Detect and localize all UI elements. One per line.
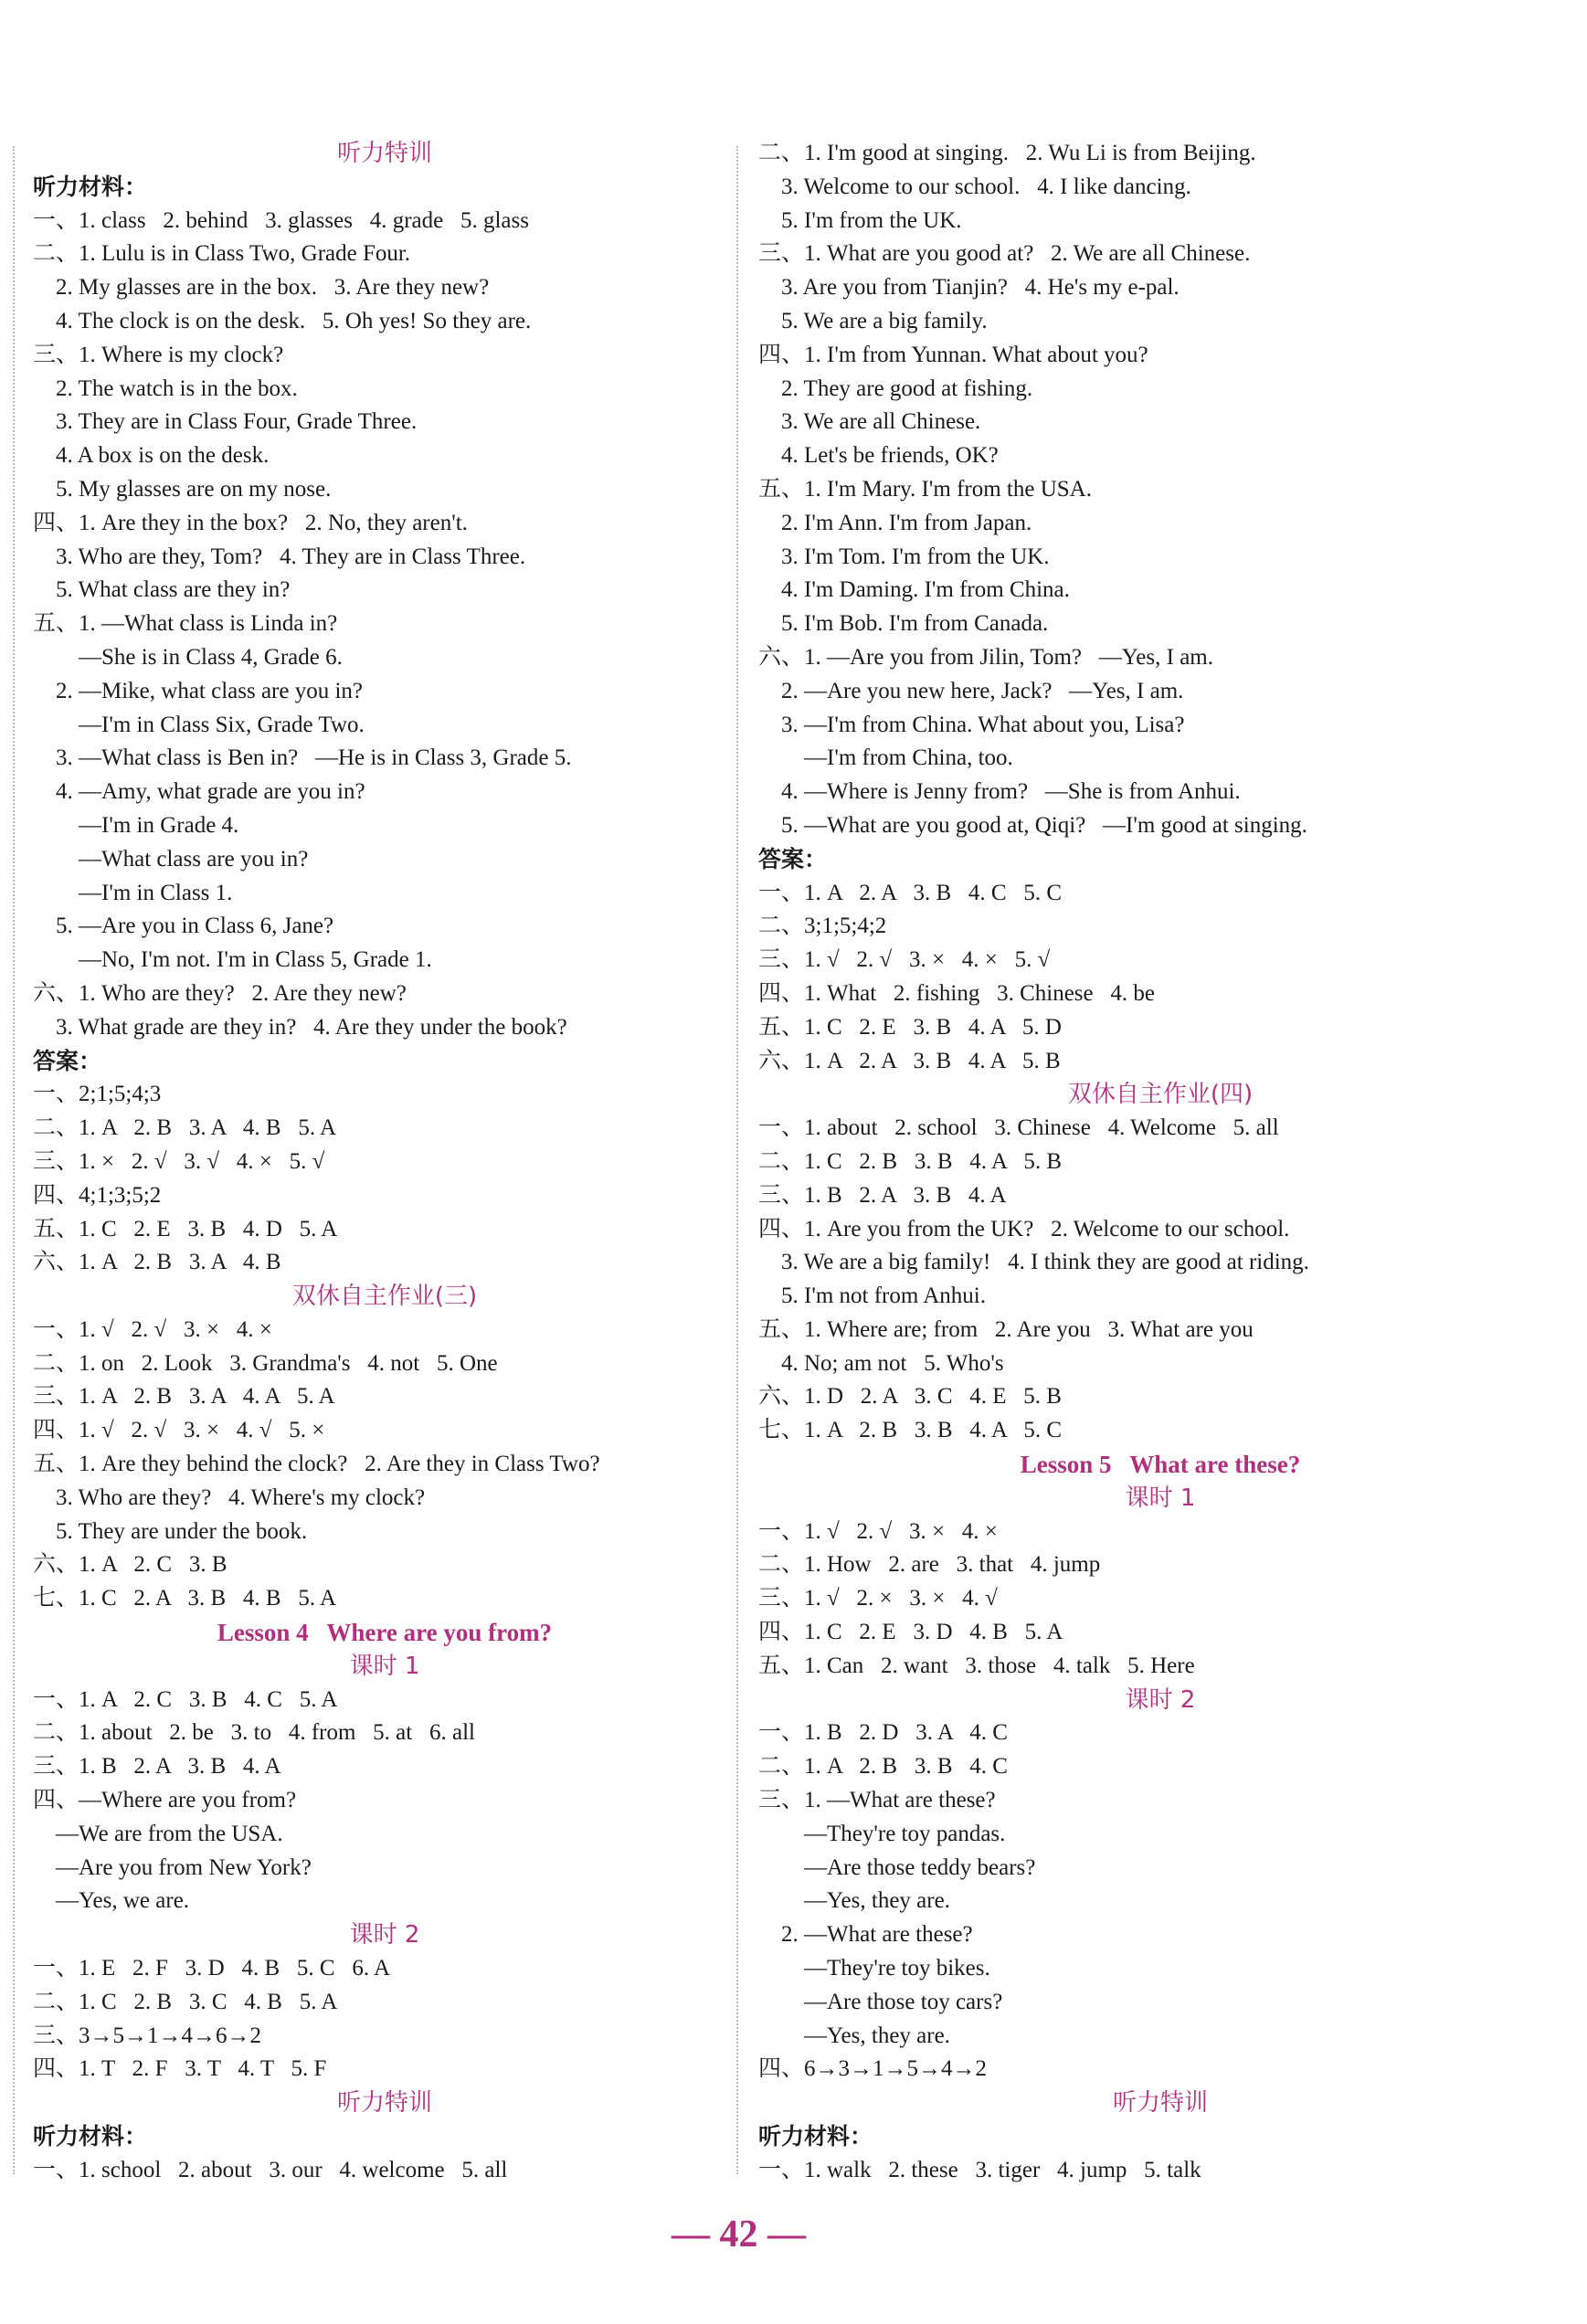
answer-line: 四、—Where are you from? [33,1788,297,1813]
answer-line: 三、1. A 2. B 3. A 4. A 5. A [33,1384,335,1410]
left-margin-rule [13,146,15,2174]
answer-line: 2. I'm Ann. I'm from Japan. [758,510,1032,535]
answer-line: 一、1. B 2. D 3. A 4. C [758,1720,1008,1746]
answer-line: 3. I'm Tom. I'm from the UK. [758,544,1050,569]
answer-line: 5. I'm Bob. I'm from Canada. [758,611,1049,637]
answer-line: —I'm in Class 1. [33,880,233,905]
section-heading: 双休自主作业(四) [1067,1081,1254,1109]
answer-line: 3. We are all Chinese. [758,409,981,435]
answer-line: 一、1. √ 2. √ 3. × 4. × [758,1518,998,1544]
answer-line: 2. —What are these? [758,1922,973,1948]
answer-line: 六、1. A 2. A 3. B 4. A 5. B [758,1048,1061,1073]
answer-line: —We are from the USA. [33,1821,283,1846]
answer-line: 4. The clock is on the desk. 5. Oh yes! So they are. [33,308,532,333]
answer-line: —I'm from China, too. [758,745,1013,771]
answer-line: 三、1. × 2. √ 3. √ 4. × 5. √ [33,1148,325,1174]
answer-line: 三、1. B 2. A 3. B 4. A [758,1182,1007,1208]
section-heading: 听力特训 [1112,2089,1208,2118]
answer-line: 5. —What are you good at, Qiqi? —I'm good at singing. [758,812,1307,838]
answer-line: 四、4;1;3;5;2 [33,1182,162,1208]
answer-line: 3. Who are they, Tom? 4. They are in Class Three. [33,544,526,569]
answer-line: 五、1. C 2. E 3. B 4. D 5. A [33,1216,338,1241]
answer-line: 5. My glasses are on my nose. [33,476,332,502]
answer-line: 四、1. T 2. F 3. T 4. T 5. F [33,2056,327,2082]
answer-line: —She is in Class 4, Grade 6. [33,644,343,670]
answer-line: 四、1. I'm from Yunnan. What about you? [758,342,1148,367]
answer-line: —Yes, they are. [758,1888,950,1914]
answer-line: 五、1. Are they behind the clock? 2. Are they in Class Two? [33,1452,600,1477]
answer-line: 4. Let's be friends, OK? [758,443,999,469]
answer-line: 4. No; am not 5. Who's [758,1350,1004,1376]
answer-line: 2. The watch is in the box. [33,375,298,401]
answer-line: 三、1. √ 2. × 3. × 4. √ [758,1586,998,1611]
answer-line: 三、1. √ 2. √ 3. × 4. × 5. √ [758,947,1051,973]
answer-line: 六、1. A 2. B 3. A 4. B [33,1250,281,1275]
answer-line: 4. —Where is Jenny from? —She is from Anhui. [758,779,1241,805]
answer-line: 二、1. I'm good at singing. 2. Wu Li is from Beijing. [758,141,1256,165]
section-heading: 双休自主作业(三) [291,1283,478,1311]
answer-line: 一、1. A 2. A 3. B 4. C 5. C [758,880,1062,905]
answer-line: 六、1. —Are you from Jilin, Tom? —Yes, I am. [758,644,1213,670]
answer-line: 四、1. What 2. fishing 3. Chinese 4. be [758,980,1155,1006]
answer-line: 三、1. What are you good at? 2. We are all Chinese. [758,241,1251,267]
answer-line: 五、1. —What class is Linda in? [33,611,338,637]
answer-line: 3. They are in Class Four, Grade Three. [33,409,418,435]
subsection-label: 答案： [758,845,828,872]
answer-line: —Are you from New York? [33,1854,312,1880]
subsection-label: 答案： [33,1047,102,1074]
section-heading: 课时 2 [349,1921,420,1949]
answer-line: 二、1. How 2. are 3. that 4. jump [758,1552,1101,1578]
answer-line: 三、1. —What are these? [758,1788,996,1813]
answer-line: 3. What grade are they in? 4. Are they under the book? [33,1014,567,1040]
answer-line: 四、1. √ 2. √ 3. × 4. √ 5. × [33,1418,325,1443]
answer-line: —What class are you in? [33,846,309,872]
answer-line: 5. They are under the book. [33,1518,308,1544]
answer-line: 一、1. walk 2. these 3. tiger 4. jump 5. talk [758,2157,1201,2182]
answer-line: 七、1. C 2. A 3. B 4. B 5. A [33,1586,336,1611]
answer-line: 六、1. D 2. A 3. C 4. E 5. B [758,1384,1062,1410]
answer-line: 5. We are a big family. [758,308,988,333]
answer-line: 一、1. E 2. F 3. D 4. B 5. C 6. A [33,1956,391,1981]
answer-line: 一、1. class 2. behind 3. glasses 4. grade 5. glass [33,207,529,233]
answer-line: 2. They are good at fishing. [758,375,1033,401]
lesson-title: Lesson 4 Where are you from? [217,1619,553,1647]
answer-line: 3. —What class is Ben in? —He is in Class 3, Grade 5. [33,745,572,771]
answer-line: 2. My glasses are in the box. 3. Are they new? [33,275,490,301]
answer-line: 五、1. Can 2. want 3. those 4. talk 5. Here [758,1653,1195,1678]
answer-line: 二、3;1;5;4;2 [758,914,887,939]
answer-line: 3. —I'm from China. What about you, Lisa? [758,712,1185,737]
answer-line: 5. —Are you in Class 6, Jane? [33,914,334,939]
right-column [758,137,1562,2188]
answer-line: 二、1. about 2. be 3. to 4. from 5. at 6. all [33,1720,475,1746]
lesson-title: Lesson 5 What are these? [1020,1451,1301,1479]
section-heading: 课时 2 [1125,1685,1196,1714]
answer-line: 3. We are a big family! 4. I think they are good at riding. [758,1250,1309,1275]
answer-line: 四、1. Are you from the UK? 2. Welcome to our school. [758,1216,1290,1241]
page-number: — 42 — [672,2213,806,2255]
answer-line: 六、1. A 2. C 3. B [33,1552,227,1578]
answer-line: 一、1. school 2. about 3. our 4. welcome 5. all [33,2157,508,2182]
answer-line: 5. I'm not from Anhui. [758,1283,986,1309]
section-heading: 课时 1 [349,1652,420,1680]
answer-line: 4. A box is on the desk. [33,443,270,469]
section-heading: 听力特训 [336,2089,432,2118]
answer-line: —Are those teddy bears? [758,1854,1036,1880]
answer-line: 六、1. Who are they? 2. Are they new? [33,980,407,1006]
answer-line: 四、1. Are they in the box? 2. No, they aren't. [33,510,468,535]
answer-line: —They're toy pandas. [758,1821,1006,1846]
answer-line: —Are those toy cars? [758,1989,1003,2014]
answer-line: 2. —Mike, what class are you in? [33,678,364,703]
answer-line: 3. Are you from Tianjin? 4. He's my e-pal. [758,275,1180,301]
section-heading: 听力特训 [336,140,432,167]
answer-line: 四、6→3→1→5→4→2 [758,2056,988,2082]
answer-line: —Yes, they are. [758,2023,950,2048]
answer-line: 4. I'm Daming. I'm from China. [758,577,1070,603]
answer-line: 3. Welcome to our school. 4. I like dancing. [758,174,1191,199]
column-divider [736,146,738,2174]
answer-line: 二、1. C 2. B 3. C 4. B 5. A [33,1989,338,2014]
answer-line: 五、1. Where are; from 2. Are you 3. What are you [758,1316,1254,1342]
answer-line: —I'm in Class Six, Grade Two. [33,712,365,737]
answer-line: 五、1. C 2. E 3. B 4. A 5. D [758,1014,1062,1040]
answer-line: 5. I'm from the UK. [758,207,962,233]
answer-line: 五、1. I'm Mary. I'm from the USA. [758,476,1092,502]
answer-line: 三、1. B 2. A 3. B 4. A [33,1754,281,1780]
answer-line: 二、1. A 2. B 3. B 4. C [758,1754,1008,1780]
answer-line: 二、1. Lulu is in Class Two, Grade Four. [33,241,411,267]
answer-line: 二、1. C 2. B 3. B 4. A 5. B [758,1148,1062,1174]
subsection-label: 听力材料： [33,2123,148,2150]
answer-line: 一、1. about 2. school 3. Chinese 4. Welcome 5. all [758,1115,1279,1141]
subsection-label: 听力材料： [33,173,148,200]
answer-line: 七、1. A 2. B 3. B 4. A 5. C [758,1418,1062,1443]
answer-line: 3. Who are they? 4. Where's my clock? [33,1484,426,1510]
answer-line: 二、1. on 2. Look 3. Grandma's 4. not 5. One [33,1350,498,1376]
answer-line: 一、2;1;5;4;3 [33,1082,162,1107]
left-column [33,137,736,2188]
answer-line: 一、1. √ 2. √ 3. × 4. × [33,1316,272,1342]
answer-line: 三、3→5→1→4→6→2 [33,2023,262,2048]
answer-line: 三、1. Where is my clock? [33,342,284,367]
answer-line: —They're toy bikes. [758,1956,990,1981]
answer-line: 四、1. C 2. E 3. D 4. B 5. A [758,1620,1063,1645]
answer-line: 二、1. A 2. B 3. A 4. B 5. A [33,1115,336,1141]
answer-line: —No, I'm not. I'm in Class 5, Grade 1. [33,947,432,973]
answer-line: 2. —Are you new here, Jack? —Yes, I am. [758,678,1184,703]
subsection-label: 听力材料： [758,2123,873,2150]
answer-line: —Yes, we are. [33,1888,190,1914]
section-heading: 课时 1 [1125,1484,1196,1512]
answer-line: 一、1. A 2. C 3. B 4. C 5. A [33,1686,338,1712]
answer-line: 5. What class are they in? [33,577,291,603]
answer-line: —I'm in Grade 4. [33,812,239,838]
answer-line: 4. —Amy, what grade are you in? [33,779,365,805]
